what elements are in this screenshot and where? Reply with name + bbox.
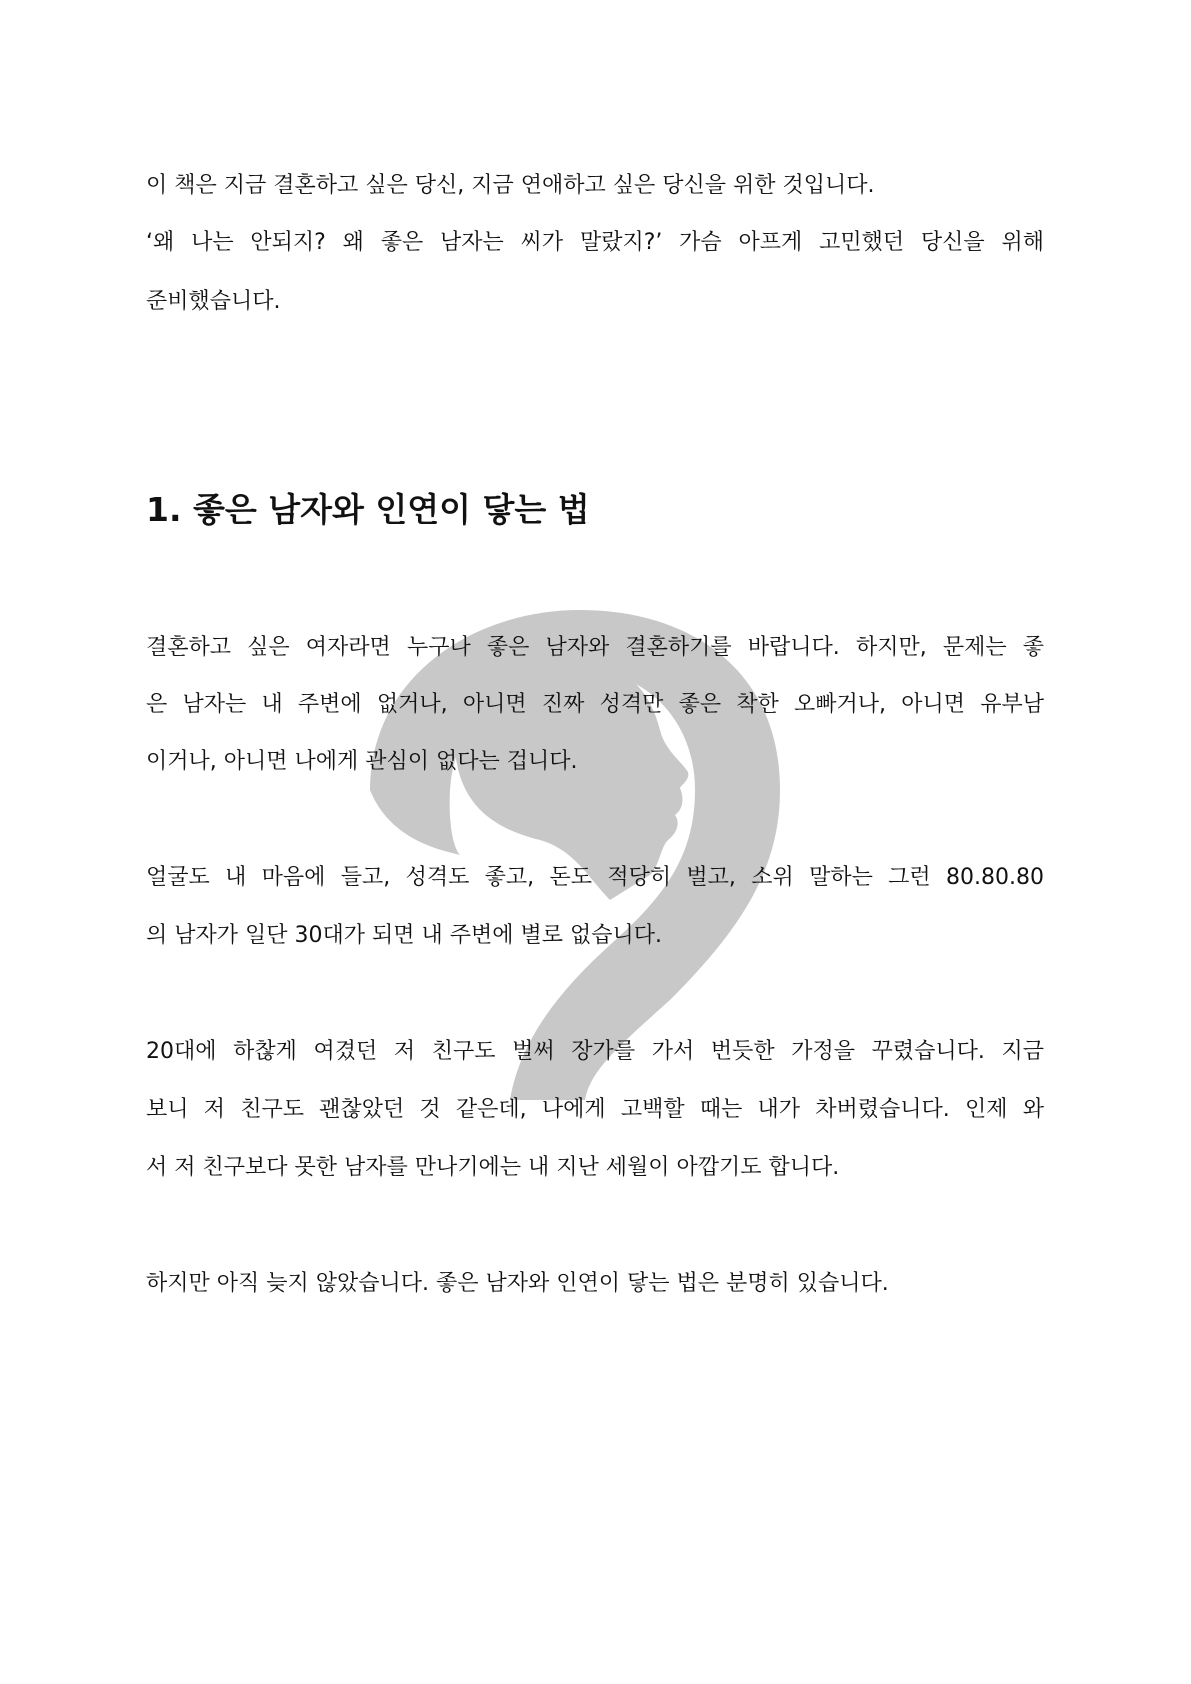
question-mark-head-icon	[360, 600, 820, 1100]
paragraph-2-line-2: 의 남자가 일단 30대가 되면 내 주변에 별로 없습니다.	[146, 923, 662, 948]
paragraph-1-line-1: 결혼하고 싶은 여자라면 누구나 좋은 남자와 결혼하기를 바랍니다. 하지만, 문제는 좋	[146, 635, 1044, 660]
paragraph-1-line-3: 이거나, 아니면 나에게 관심이 없다는 겁니다.	[146, 749, 578, 774]
paragraph-1-line-2: 은 남자는 내 주변에 없거나, 아니면 진짜 성격만 좋은 착한 오빠거나, 아니면 유부남	[146, 692, 1044, 717]
section-heading: 1. 좋은 남자와 인연이 닿는 법	[146, 490, 590, 529]
paragraph-2-line-1: 얼굴도 내 마음에 들고, 성격도 좋고, 돈도 적당히 벌고, 소위 말하는 그런 80.80.80	[146, 865, 1044, 890]
intro-line-2: ‘왜 나는 안되지? 왜 좋은 남자는 씨가 말랐지?’ 가슴 아프게 고민했던 당신을 위해	[146, 230, 1044, 255]
paragraph-4-line-1: 하지만 아직 늦지 않았습니다. 좋은 남자와 인연이 닿는 법은 분명히 있습니다.	[146, 1271, 889, 1296]
intro-line-3: 준비했습니다.	[146, 289, 281, 314]
paragraph-3-line-2: 보니 저 친구도 괜찮았던 것 같은데, 나에게 고백할 때는 내가 차버렸습니다. 인제 와	[146, 1097, 1044, 1122]
intro-line-1: 이 책은 지금 결혼하고 싶은 당신, 지금 연애하고 싶은 당신을 위한 것입니다.	[146, 173, 875, 198]
paragraph-3-line-3: 서 저 친구보다 못한 남자를 만나기에는 내 지난 세월이 아깝기도 합니다.	[146, 1155, 840, 1180]
paragraph-3-line-1: 20대에 하찮게 여겼던 저 친구도 벌써 장가를 가서 번듯한 가정을 꾸렸습니다. 지금	[146, 1039, 1044, 1064]
